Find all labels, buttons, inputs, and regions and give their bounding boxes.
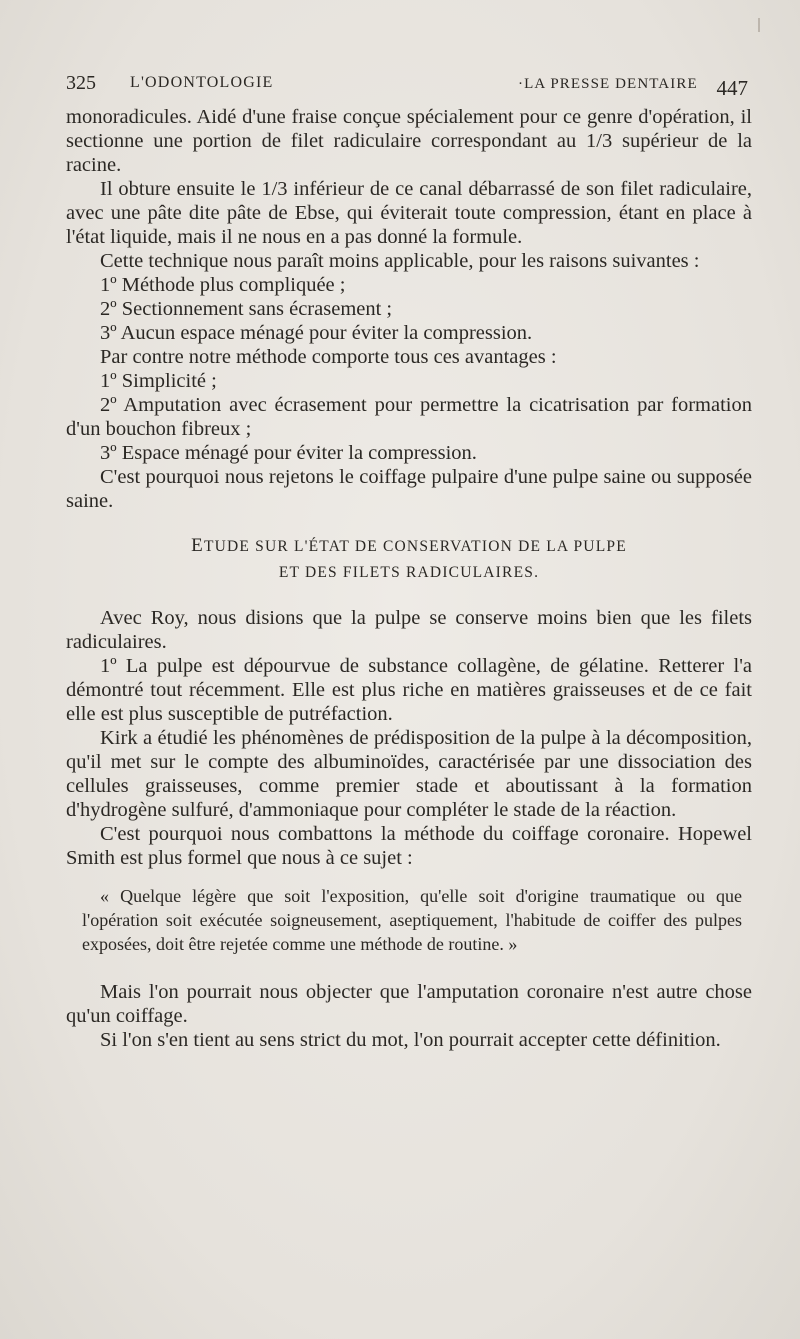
quote-text: « Quelque légère que soit l'exposition, qu'elle soit d'origine traumatique ou que l'opération soit exécutée soigneusement, aseptiquement, l'habitude de coiffer des pulpes exposées, doit être rejetée comme une méthode de routine. » <box>82 886 742 954</box>
list-item: 1º Simplicité ; <box>100 370 217 392</box>
paragraph: Avec Roy, nous disions que la pulpe se conserve moins bien que les filets radiculaires. <box>66 607 752 653</box>
list-item: 3º Aucun espace ménagé pour éviter la compression. <box>100 322 533 344</box>
running-header <box>66 70 748 100</box>
section-heading-line-2: ET DES FILETS RADICULAIRES. <box>278 564 540 581</box>
paragraph: C'est pourquoi nous combattons la méthode du coiffage coronaire. Hopewel Smith est plus formel que nous à ce sujet : <box>66 823 752 869</box>
list-item: 1º Méthode plus compliquée ; <box>100 274 346 296</box>
section-title: ·LA PRESSE DENTAIRE <box>518 76 698 92</box>
paragraph: Il obture ensuite le 1/3 inférieur de ce canal débarrassé de son filet radiculaire, avec une pâte dite pâte de Ebse, qui éviterait toute compression, étant en place à l'état liquide, mais il ne nous en a pas donné la formule. <box>66 178 752 248</box>
paragraph: Si l'on s'en tient au sens strict du mot, l'on pourrait accepter cette définition. <box>100 1029 721 1051</box>
paragraph: Cette technique nous paraît moins applicable, pour les raisons suivantes : <box>100 250 700 272</box>
paragraph: 1º La pulpe est dépourvue de substance collagène, de gélatine. Retterer l'a démontré tout récemment. Elle est plus riche en matières graisseuses et de ce fait elle est plus susceptible de putréfaction. <box>66 655 752 725</box>
scan-mark <box>758 18 760 32</box>
heading-initial: E <box>191 535 204 556</box>
paragraph: Par contre notre méthode comporte tous ces avantages : <box>100 346 557 368</box>
block-quote <box>66 884 752 956</box>
heading-rest: TUDE SUR L'ÉTAT DE CONSERVATION DE LA PULPE <box>203 538 627 555</box>
page-number-left: 325 <box>66 72 96 94</box>
paragraph: monoradicules. Aidé d'une fraise conçue spécialement pour ce genre d'opération, il sectionne une portion de filet radiculaire correspondant au 1/3 supérieur de la racine. <box>66 106 752 176</box>
paragraph: C'est pourquoi nous rejetons le coiffage pulpaire d'une pulpe saine ou supposée saine. <box>66 466 752 512</box>
list-item: 3º Espace ménagé pour éviter la compression. <box>100 442 477 464</box>
paragraph: Kirk a étudié les phénomènes de prédisposition de la pulpe à la décomposition, qu'il met sur le compte des albuminoïdes, caractérisée par une dissociation des cellules graisseuses, comme premier stade et aboutissant à la formation d'hydrogène sulfuré, d'ammoniaque pour compléter le stade de la réaction. <box>66 727 752 821</box>
page-number-right: 447 <box>716 76 748 100</box>
list-item: 2º Amputation avec écrasement pour permettre la cicatrisation par formation d'un bouchon fibreux ; <box>66 394 752 440</box>
list-item: 2º Sectionnement sans écrasement ; <box>100 298 393 320</box>
section-heading-line-1 <box>66 533 752 560</box>
article-body <box>66 105 752 1052</box>
journal-title: L'ODONTOLOGIE <box>130 74 274 91</box>
paragraph: Mais l'on pourrait nous objecter que l'amputation coronaire n'est autre chose qu'un coiffage. <box>66 981 752 1027</box>
